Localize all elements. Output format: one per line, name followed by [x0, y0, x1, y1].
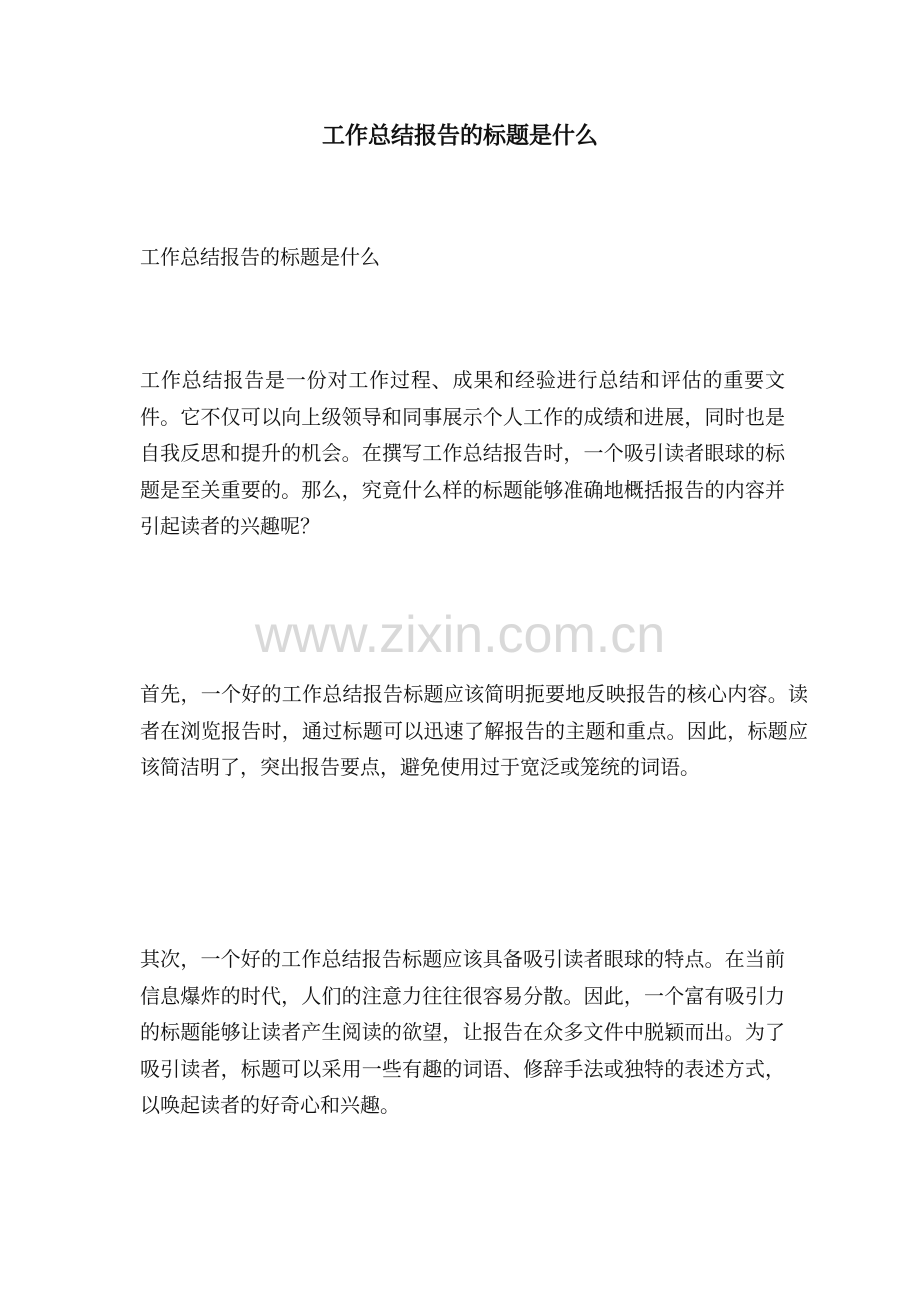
paragraph-intro: 工作总结报告是一份对工作过程、成果和经验进行总结和评估的重要文件。它不仅可以向上级领导和同事展示个人工作的成绩和进展，同时也是自我反思和提升的机会。在撰写工作总结报告时，一个吸引读者眼球的标题是至关重要的。那么，究竟什么样的标题能够准确地概括报告的内容并引起读者的兴趣呢？ — [140, 368, 785, 539]
paragraph-second: 其次，一个好的工作总结报告标题应该具备吸引读者眼球的特点。在当前信息爆炸的时代，人们的注意力往往很容易分散。因此，一个富有吸引力的标题能够让读者产生阅读的欲望，让报告在众多文件中脱颖而出。为了吸引读者，标题可以采用一些有趣的词语、修辞手法或独特的表述方式，以唤起读者的好奇心和兴趣。 — [140, 947, 785, 1118]
paragraph-first: 首先，一个好的工作总结报告标题应该简明扼要地反映报告的核心内容。读者在浏览报告时，通过标题可以迅速了解报告的主题和重点。因此，标题应该简洁明了，突出报告要点，避免使用过于宽泛或笼统的词语。 — [140, 682, 808, 780]
document-title: 工作总结报告的标题是什么 — [322, 122, 598, 149]
document-subtitle: 工作总结报告的标题是什么 — [140, 245, 380, 269]
watermark: www.zixin.com.cn — [254, 606, 666, 664]
